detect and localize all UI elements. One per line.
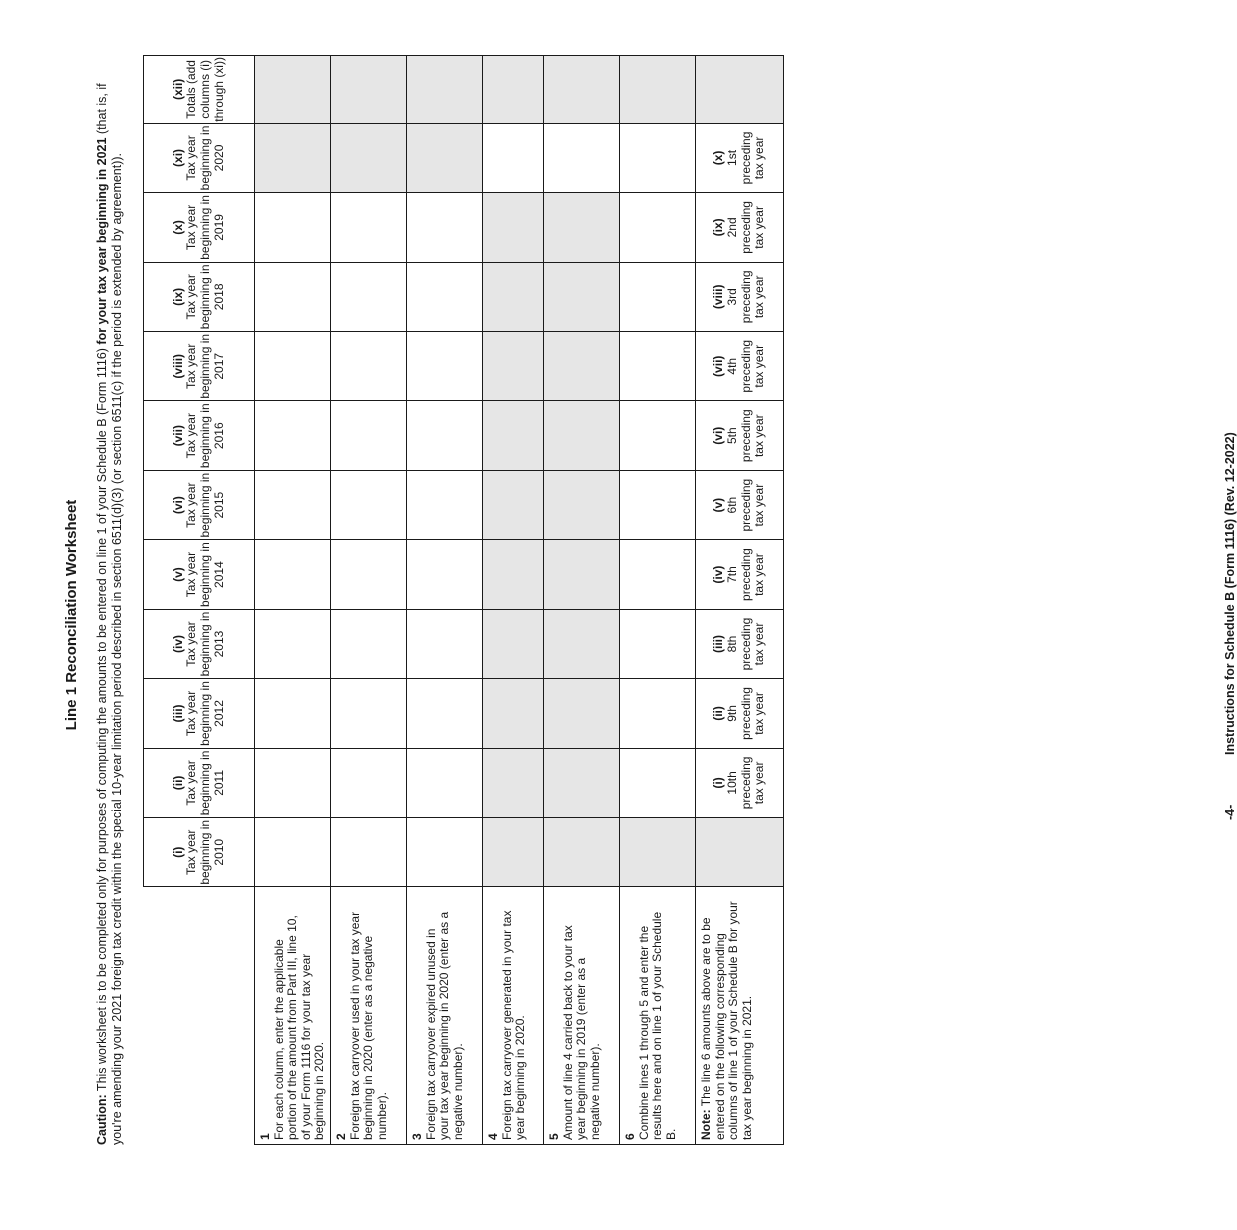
note-text: The line 6 amounts above are to be entered on the following corresponding columns of line 1 of your Schedule B for your tax year beginning in 2021. (699, 901, 754, 1140)
amount-cell (544, 748, 620, 817)
schedule-b-roman: (viii) (711, 284, 726, 310)
column-roman: (i) (170, 846, 185, 858)
schedule-b-column-label (696, 332, 784, 401)
schedule-b-roman: (vi) (711, 426, 726, 445)
amount-cell (483, 540, 544, 609)
column-text: Totals (add columns (i) through (xi)) (184, 57, 226, 122)
amount-cell[interactable] (407, 262, 483, 331)
note-shaded-cell (696, 818, 784, 887)
amount-cell (620, 56, 696, 124)
amount-cell (483, 679, 544, 748)
row-number: 3 (410, 1133, 424, 1140)
column-text: Tax year beginning in 2017 (184, 333, 226, 399)
caution-paragraph (95, 65, 126, 1145)
amount-cell[interactable] (255, 332, 331, 401)
worksheet-title: Line 1 Reconciliation Worksheet (63, 499, 80, 731)
document-title: Instructions for Schedule B (Form 1116) (Rev. 12-2022) (1223, 432, 1237, 755)
row-label (620, 887, 696, 1145)
schedule-b-column-label (696, 679, 784, 748)
amount-cell[interactable] (255, 679, 331, 748)
amount-cell[interactable] (255, 193, 331, 262)
schedule-b-text: 2nd preceding tax year (724, 201, 767, 254)
amount-cell[interactable] (620, 540, 696, 609)
column-text: Tax year beginning in 2014 (184, 542, 226, 607)
column-text: Tax year beginning in 2020 (184, 125, 226, 191)
row-number: 5 (547, 1133, 561, 1140)
amount-cell[interactable] (483, 123, 544, 192)
amount-cell[interactable] (331, 332, 407, 401)
amount-cell[interactable] (407, 609, 483, 678)
amount-cell (544, 193, 620, 262)
amount-cell[interactable] (620, 401, 696, 470)
column-roman: (ii) (170, 775, 185, 791)
amount-cell[interactable] (620, 193, 696, 262)
amount-cell[interactable] (620, 609, 696, 678)
schedule-b-column-label (696, 262, 784, 331)
page-number: -4- (1223, 804, 1237, 820)
row-number: 1 (258, 1133, 272, 1140)
amount-cell[interactable] (331, 679, 407, 748)
amount-cell[interactable] (331, 748, 407, 817)
table-row (620, 56, 696, 1145)
column-header (144, 470, 255, 539)
column-roman: (ix) (170, 287, 185, 306)
row-label-text: Foreign tax carryover used in your tax year beginning in 2020 (enter as a negative number). (347, 911, 389, 1140)
column-roman: (x) (170, 220, 185, 235)
row-number: 4 (486, 1133, 500, 1140)
amount-cell (544, 540, 620, 609)
schedule-b-text: 4th preceding tax year (724, 339, 767, 393)
note-cell (696, 887, 784, 1145)
schedule-b-text: 9th preceding tax year (724, 687, 767, 740)
column-header (144, 123, 255, 192)
schedule-b-roman: (vii) (711, 355, 726, 377)
amount-cell[interactable] (407, 679, 483, 748)
amount-cell (331, 56, 407, 124)
column-text: Tax year beginning in 2011 (184, 750, 226, 816)
amount-cell[interactable] (620, 679, 696, 748)
amount-cell[interactable] (620, 332, 696, 401)
column-roman: (iv) (170, 635, 185, 654)
amount-cell[interactable] (407, 401, 483, 470)
amount-cell[interactable] (331, 470, 407, 539)
amount-cell[interactable] (407, 540, 483, 609)
amount-cell (544, 679, 620, 748)
column-roman: (xi) (170, 148, 185, 167)
row-label (331, 887, 407, 1145)
column-header (144, 193, 255, 262)
column-text: Tax year beginning in 2015 (184, 472, 226, 538)
amount-cell (483, 401, 544, 470)
schedule-b-column-label (696, 470, 784, 539)
amount-cell[interactable] (255, 470, 331, 539)
table-row (483, 56, 544, 1145)
amount-cell[interactable] (407, 470, 483, 539)
row-label-text: Foreign tax carryover generated in your tax year beginning in 2020. (499, 910, 528, 1140)
amount-cell (483, 332, 544, 401)
row-label-text: Foreign tax carryover expired unused in your tax year beginning in 2020 (enter as a negative number). (423, 911, 465, 1140)
amount-cell (544, 332, 620, 401)
amount-cell (331, 123, 407, 192)
amount-cell (544, 609, 620, 678)
note-label: Note: (699, 1109, 713, 1140)
amount-cell (483, 193, 544, 262)
reconciliation-table (143, 55, 784, 1145)
column-header (144, 679, 255, 748)
column-text: Tax year beginning in 2010 (184, 819, 226, 885)
row-label (407, 887, 483, 1145)
amount-cell[interactable] (407, 818, 483, 887)
amount-cell (407, 123, 483, 192)
amount-cell[interactable] (255, 401, 331, 470)
schedule-b-column-label (696, 401, 784, 470)
schedule-b-roman: (i) (711, 777, 726, 789)
caution-text-1: This worksheet is to be completed only for purposes of computing the amounts to be entered on line 1 of your Schedule B (Form 1116) (95, 344, 109, 1095)
column-roman: (iii) (170, 704, 185, 723)
table-row (331, 56, 407, 1145)
column-roman: (xii) (170, 78, 185, 101)
amount-cell (255, 56, 331, 124)
schedule-b-roman: (v) (711, 497, 726, 513)
amount-cell[interactable] (255, 748, 331, 817)
amount-cell[interactable] (255, 262, 331, 331)
column-header (144, 609, 255, 678)
caution-label: Caution: (95, 1094, 109, 1145)
column-header (144, 401, 255, 470)
amount-cell[interactable] (255, 818, 331, 887)
amount-cell (483, 818, 544, 887)
schedule-b-column-label (696, 609, 784, 678)
amount-cell[interactable] (331, 609, 407, 678)
column-header (144, 540, 255, 609)
table-row (255, 56, 331, 1145)
schedule-b-text: 10th preceding tax year (724, 756, 767, 810)
amount-cell (544, 56, 620, 124)
column-text: Tax year beginning in 2019 (184, 195, 226, 260)
table-row (407, 56, 483, 1145)
note-shaded-cell (696, 56, 784, 124)
table-row (544, 56, 620, 1145)
row-label (255, 887, 331, 1145)
amount-cell (544, 262, 620, 331)
caution-text-2: (that is, if you're amending your 2021 foreign tax credit within the special 10-year limitation period described in section 6511(d)(3) (or section 6511(c) if the period is extended by agreement)). (95, 83, 125, 1145)
schedule-b-roman: (x) (711, 150, 726, 166)
amount-cell (483, 609, 544, 678)
amount-cell (544, 470, 620, 539)
column-header (144, 332, 255, 401)
schedule-b-text: 6th preceding tax year (724, 478, 767, 532)
column-header (144, 818, 255, 887)
column-roman: (vii) (170, 425, 185, 447)
schedule-b-text: 1st preceding tax year (724, 131, 767, 185)
schedule-b-roman: (ii) (711, 706, 726, 721)
amount-cell (483, 56, 544, 124)
amount-cell[interactable] (620, 470, 696, 539)
schedule-b-text: 3rd preceding tax year (724, 270, 767, 324)
amount-cell[interactable] (331, 262, 407, 331)
amount-cell[interactable] (544, 123, 620, 192)
amount-cell (620, 818, 696, 887)
row-label (483, 887, 544, 1145)
amount-cell[interactable] (620, 748, 696, 817)
row-label (544, 887, 620, 1145)
amount-cell (544, 818, 620, 887)
amount-cell (255, 123, 331, 192)
schedule-b-text: 5th preceding tax year (724, 409, 767, 463)
amount-cell[interactable] (407, 748, 483, 817)
schedule-b-column-label (696, 540, 784, 609)
amount-cell[interactable] (331, 193, 407, 262)
column-text: Tax year beginning in 2013 (184, 611, 226, 677)
amount-cell[interactable] (331, 401, 407, 470)
row-label-text: For each column, enter the applicable portion of the amount from Part III, line 10, of your Form 1116 for your tax year beginning in 2020. (271, 915, 327, 1140)
amount-cell[interactable] (407, 193, 483, 262)
amount-cell (483, 470, 544, 539)
row-label-text: Amount of line 4 carried back to your tax year beginning in 2019 (enter as a negative number). (560, 925, 602, 1140)
amount-cell (407, 56, 483, 124)
row-number: 2 (334, 1133, 348, 1140)
schedule-b-roman: (ix) (711, 218, 726, 237)
column-text: Tax year beginning in 2018 (184, 264, 226, 330)
row-number: 6 (623, 1133, 637, 1140)
amount-cell[interactable] (407, 332, 483, 401)
amount-cell[interactable] (331, 818, 407, 887)
amount-cell[interactable] (255, 540, 331, 609)
schedule-b-column-label (696, 123, 784, 192)
row-label-text: Combine lines 1 through 5 and enter the results here and on line 1 of your Schedule B. (636, 911, 678, 1140)
column-roman: (v) (170, 567, 185, 582)
column-header (144, 56, 255, 124)
amount-cell[interactable] (255, 609, 331, 678)
column-roman: (vi) (170, 496, 185, 515)
schedule-b-roman: (iv) (711, 565, 726, 584)
rotated-worksheet-page (55, 55, 1237, 1175)
amount-cell[interactable] (331, 540, 407, 609)
schedule-b-text: 7th preceding tax year (724, 548, 767, 601)
column-header (144, 262, 255, 331)
amount-cell (483, 748, 544, 817)
caution-bold-text: for your tax year beginning in 2021 (95, 137, 109, 345)
column-text: Tax year beginning in 2016 (184, 403, 226, 469)
column-roman: (viii) (170, 353, 185, 379)
column-header (144, 748, 255, 817)
schedule-b-roman: (iii) (711, 635, 726, 654)
amount-cell[interactable] (620, 123, 696, 192)
schedule-b-text: 8th preceding tax year (724, 617, 767, 671)
amount-cell (544, 401, 620, 470)
amount-cell[interactable] (620, 262, 696, 331)
header-corner (144, 887, 255, 1145)
schedule-b-column-label (696, 748, 784, 817)
column-text: Tax year beginning in 2012 (184, 681, 226, 746)
schedule-b-column-label (696, 193, 784, 262)
amount-cell (483, 262, 544, 331)
